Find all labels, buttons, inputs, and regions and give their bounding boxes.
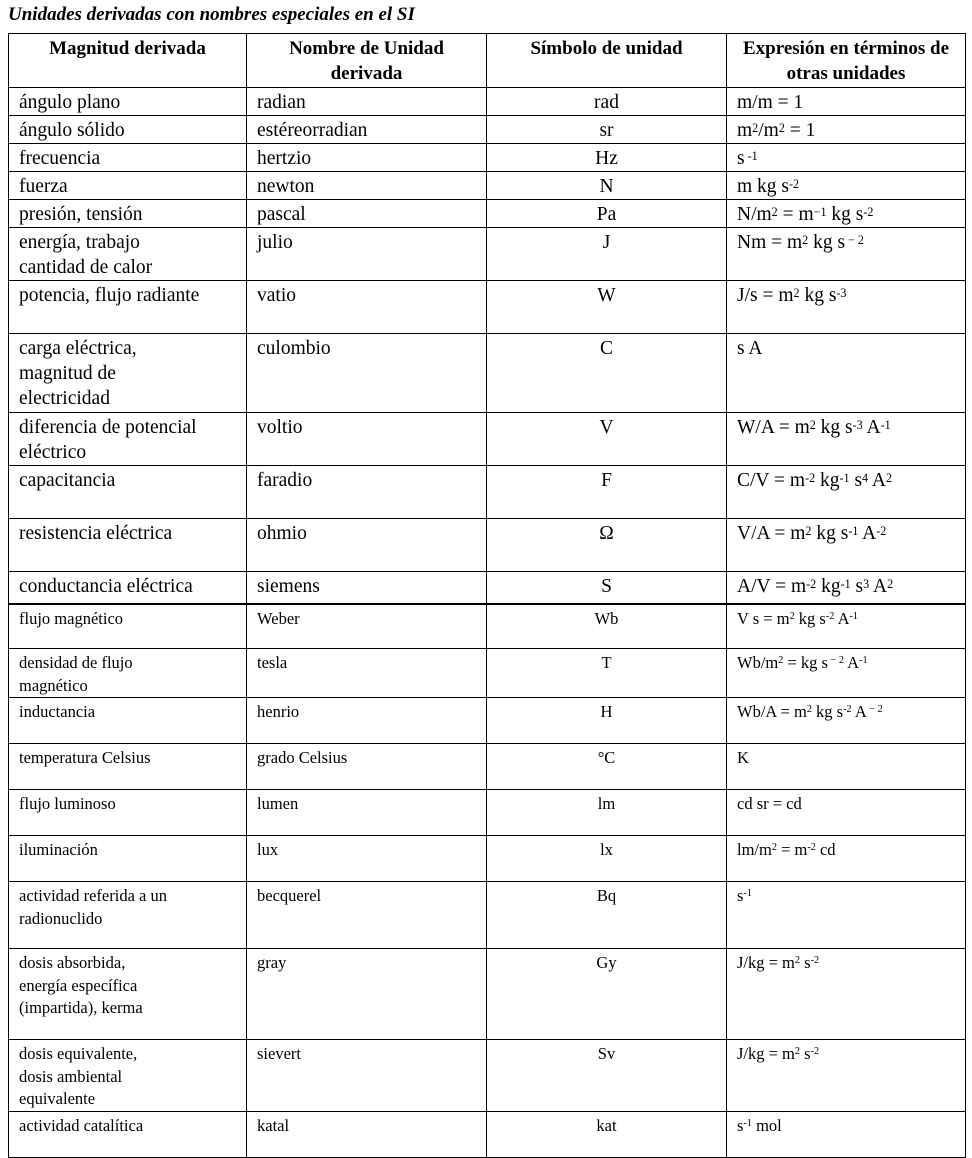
cell-simbolo: kat bbox=[487, 1111, 727, 1157]
cell-nombre: katal bbox=[247, 1111, 487, 1157]
cell-magnitud: energía, trabajo cantidad de calor bbox=[9, 228, 247, 281]
cell-simbolo: C bbox=[487, 334, 727, 413]
table-row bbox=[9, 882, 966, 949]
cell-magnitud: carga eléctrica, magnitud de electricidad bbox=[9, 334, 247, 413]
cell-expresion: m/m = 1 bbox=[727, 88, 966, 116]
table-row bbox=[9, 334, 966, 413]
table-row bbox=[9, 572, 966, 604]
cell-simbolo: W bbox=[487, 281, 727, 334]
table-row bbox=[9, 116, 966, 144]
cell-simbolo: V bbox=[487, 413, 727, 466]
cell-expresion: $lm/m^2 = m^{-2}$ cd bbox=[727, 836, 966, 882]
table-row bbox=[9, 228, 966, 281]
cell-simbolo: Ω bbox=[487, 519, 727, 572]
cell-expresion: $s^{-1}$ bbox=[727, 882, 966, 949]
cell-simbolo: lm bbox=[487, 790, 727, 836]
cell-nombre: lumen bbox=[247, 790, 487, 836]
cell-expresion: $Nm = m^2$ kg s $^{- 2}$ bbox=[727, 228, 966, 281]
cell-nombre: faradio bbox=[247, 466, 487, 519]
cell-nombre: gray bbox=[247, 949, 487, 1040]
cell-simbolo: rad bbox=[487, 88, 727, 116]
table-row bbox=[9, 649, 966, 698]
cell-nombre: sievert bbox=[247, 1040, 487, 1112]
cell-nombre: henrio bbox=[247, 698, 487, 744]
cell-expresion: $A/V = m^{-2}$ $kg^{-1}$ $s^3$ $A^2$ bbox=[727, 572, 966, 604]
cell-nombre: radian bbox=[247, 88, 487, 116]
cell-expresion: $J/kg = m^2$ $s^{-2}$ bbox=[727, 949, 966, 1040]
cell-nombre: julio bbox=[247, 228, 487, 281]
cell-magnitud: ángulo plano bbox=[9, 88, 247, 116]
cell-expresion: s $^{-1}$ bbox=[727, 144, 966, 172]
cell-magnitud: dosis absorbida, energía específica (impartida), kerma bbox=[9, 949, 247, 1040]
table-row bbox=[9, 949, 966, 1040]
cell-magnitud: fuerza bbox=[9, 172, 247, 200]
table-row bbox=[9, 144, 966, 172]
cell-magnitud: presión, tensión bbox=[9, 200, 247, 228]
cell-magnitud: conductancia eléctrica bbox=[9, 572, 247, 604]
cell-simbolo: Pa bbox=[487, 200, 727, 228]
cell-expresion: $m^2/m^2 = 1$ bbox=[727, 116, 966, 144]
cell-magnitud: inductancia bbox=[9, 698, 247, 744]
cell-nombre: siemens bbox=[247, 572, 487, 604]
cell-nombre: voltio bbox=[247, 413, 487, 466]
cell-nombre: culombio bbox=[247, 334, 487, 413]
cell-expresion: $s^{-1}$ mol bbox=[727, 1111, 966, 1157]
cell-magnitud: diferencia de potencial eléctrico bbox=[9, 413, 247, 466]
cell-simbolo: lx bbox=[487, 836, 727, 882]
table-row bbox=[9, 200, 966, 228]
cell-expresion: $N/m^2 = m^{-1}$ kg $s^{-2}$ bbox=[727, 200, 966, 228]
cell-simbolo: °C bbox=[487, 744, 727, 790]
cell-expresion: V $s = m^2$ kg $s^{-2}$ $A^{-1}$ bbox=[727, 604, 966, 649]
table-row bbox=[9, 466, 966, 519]
table-body-lower bbox=[9, 604, 966, 1158]
cell-magnitud: potencia, flujo radiante bbox=[9, 281, 247, 334]
table-row bbox=[9, 604, 966, 649]
cell-expresion: $J/s = m^2$ kg $s^{-3}$ bbox=[727, 281, 966, 334]
cell-simbolo: F bbox=[487, 466, 727, 519]
cell-magnitud: actividad catalítica bbox=[9, 1111, 247, 1157]
cell-simbolo: sr bbox=[487, 116, 727, 144]
cell-expresion: K bbox=[727, 744, 966, 790]
cell-magnitud: flujo luminoso bbox=[9, 790, 247, 836]
table-body-upper bbox=[9, 88, 966, 604]
cell-magnitud: resistencia eléctrica bbox=[9, 519, 247, 572]
table-row bbox=[9, 519, 966, 572]
cell-expresion: $Wb/A = m^2$ kg $s^{-2}$ A $^{- 2}$ bbox=[727, 698, 966, 744]
cell-simbolo: Hz bbox=[487, 144, 727, 172]
cell-simbolo: Sv bbox=[487, 1040, 727, 1112]
table-caption: Unidades derivadas con nombres especiales en el SI bbox=[8, 4, 415, 25]
cell-magnitud: iluminación bbox=[9, 836, 247, 882]
cell-nombre: vatio bbox=[247, 281, 487, 334]
cell-expresion: $W/A = m^2$ kg $s^{-3}$ $A^{-1}$ bbox=[727, 413, 966, 466]
cell-magnitud: frecuencia bbox=[9, 144, 247, 172]
cell-expresion: cd sr = cd bbox=[727, 790, 966, 836]
cell-simbolo: Gy bbox=[487, 949, 727, 1040]
table-row bbox=[9, 744, 966, 790]
si-units-table bbox=[8, 33, 966, 1158]
cell-simbolo: S bbox=[487, 572, 727, 604]
cell-magnitud: flujo magnético bbox=[9, 604, 247, 649]
table-row bbox=[9, 172, 966, 200]
cell-magnitud: temperatura Celsius bbox=[9, 744, 247, 790]
cell-nombre: ohmio bbox=[247, 519, 487, 572]
cell-nombre: newton bbox=[247, 172, 487, 200]
header-simbolo: Símbolo de unidad bbox=[487, 34, 727, 88]
table-row bbox=[9, 1040, 966, 1112]
cell-simbolo: Bq bbox=[487, 882, 727, 949]
header-expresion: Expresión en términos de otras unidades bbox=[727, 34, 966, 88]
table-row bbox=[9, 836, 966, 882]
cell-magnitud: capacitancia bbox=[9, 466, 247, 519]
table-row bbox=[9, 1111, 966, 1157]
table-row bbox=[9, 413, 966, 466]
table-row bbox=[9, 698, 966, 744]
cell-nombre: becquerel bbox=[247, 882, 487, 949]
header-magnitud: Magnitud derivada bbox=[9, 34, 247, 88]
table-row bbox=[9, 88, 966, 116]
cell-expresion: $C/V = m^{-2}$ $kg^{-1}$ $s^4$ $A^2$ bbox=[727, 466, 966, 519]
cell-expresion: $Wb/m^2$ = kg s $^{- 2}$ $A^{-1}$ bbox=[727, 649, 966, 698]
cell-nombre: pascal bbox=[247, 200, 487, 228]
cell-expresion: s A bbox=[727, 334, 966, 413]
cell-magnitud: actividad referida a un radionuclido bbox=[9, 882, 247, 949]
cell-expresion: $V/A = m^2$ kg $s^{-1}$ $A^{-2}$ bbox=[727, 519, 966, 572]
cell-simbolo: Wb bbox=[487, 604, 727, 649]
cell-magnitud: dosis equivalente, dosis ambiental equivalente bbox=[9, 1040, 247, 1112]
cell-simbolo: H bbox=[487, 698, 727, 744]
cell-magnitud: ángulo sólido bbox=[9, 116, 247, 144]
cell-expresion: $J/kg = m^2$ $s^{-2}$ bbox=[727, 1040, 966, 1112]
cell-magnitud: densidad de flujo magnético bbox=[9, 649, 247, 698]
table-row bbox=[9, 790, 966, 836]
cell-expresion: m kg $s^{-2}$ bbox=[727, 172, 966, 200]
cell-simbolo: N bbox=[487, 172, 727, 200]
cell-nombre: tesla bbox=[247, 649, 487, 698]
cell-simbolo: J bbox=[487, 228, 727, 281]
header-nombre: Nombre de Unidad derivada bbox=[247, 34, 487, 88]
cell-nombre: hertzio bbox=[247, 144, 487, 172]
table-row bbox=[9, 281, 966, 334]
cell-nombre: estéreorradian bbox=[247, 116, 487, 144]
cell-nombre: grado Celsius bbox=[247, 744, 487, 790]
cell-nombre: lux bbox=[247, 836, 487, 882]
cell-nombre: Weber bbox=[247, 604, 487, 649]
cell-simbolo: T bbox=[487, 649, 727, 698]
